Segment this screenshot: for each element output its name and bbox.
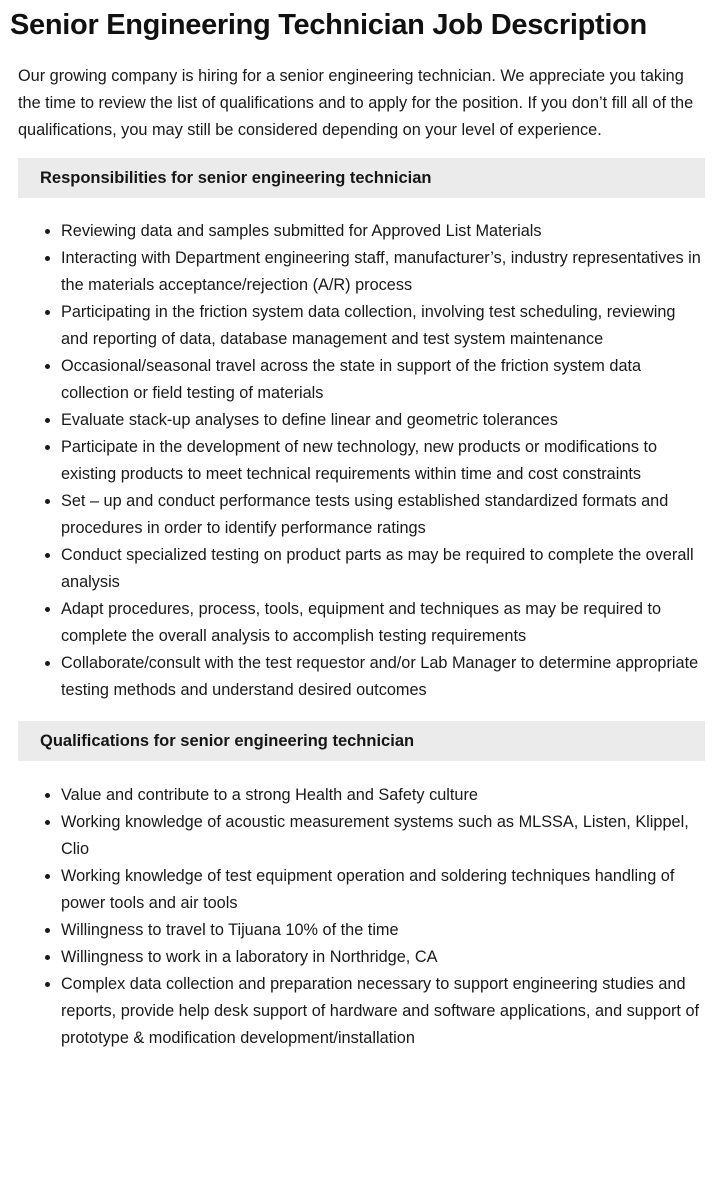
section-heading-responsibilities: Responsibilities for senior engineering technician	[18, 158, 705, 198]
list-item: • Complex data collection and preparation necessary to support engineering studies and reports, provide help desk support of hardware and software applications, and support of prototype & modification development/installation	[61, 971, 705, 1052]
page-title: Senior Engineering Technician Job Description	[10, 9, 647, 41]
list-item: • Interacting with Department engineering staff, manufacturer’s, industry representatives in the materials acceptance/rejection (A/R) process	[61, 245, 705, 299]
list-item: • Working knowledge of acoustic measurement systems such as MLSSA, Listen, Klippel, Clio	[61, 809, 705, 863]
list-item: • Participate in the development of new technology, new products or modifications to existing products to meet technical requirements within time and cost constraints	[61, 434, 705, 488]
intro-paragraph: Our growing company is hiring for a senior engineering technician. We appreciate you taking the time to review the list of qualifications and to apply for the position. If you don’t fill all of the qualifications, you may still be considered depending on your level of experience.	[18, 67, 694, 139]
list-item: • Occasional/seasonal travel across the state in support of the friction system data collection or field testing of materials	[61, 353, 705, 407]
list-item: • Collaborate/consult with the test requestor and/or Lab Manager to determine appropriate testing methods and understand desired outcomes	[61, 650, 705, 704]
list-item: • Value and contribute to a strong Health and Safety culture	[61, 782, 705, 809]
list-item: • Participating in the friction system data collection, involving test scheduling, reviewing and reporting of data, database management and test system maintenance	[61, 299, 705, 353]
responsibilities-list	[18, 218, 705, 704]
section-heading-qualifications: Qualifications for senior engineering technician	[18, 721, 705, 761]
qualifications-list	[18, 782, 705, 1052]
list-item: • Evaluate stack-up analyses to define linear and geometric tolerances	[61, 407, 705, 434]
list-item: • Willingness to work in a laboratory in Northridge, CA	[61, 944, 705, 971]
list-item: • Set – up and conduct performance tests using established standardized formats and procedures in order to identify performance ratings	[61, 488, 705, 542]
list-item: • Working knowledge of test equipment operation and soldering techniques handling of power tools and air tools	[61, 863, 705, 917]
list-item: • Willingness to travel to Tijuana 10% of the time	[61, 917, 705, 944]
list-item: • Reviewing data and samples submitted for Approved List Materials	[61, 218, 705, 245]
list-item: • Conduct specialized testing on product parts as may be required to complete the overall analysis	[61, 542, 705, 596]
list-item: • Adapt procedures, process, tools, equipment and techniques as may be required to complete the overall analysis to accomplish testing requirements	[61, 596, 705, 650]
